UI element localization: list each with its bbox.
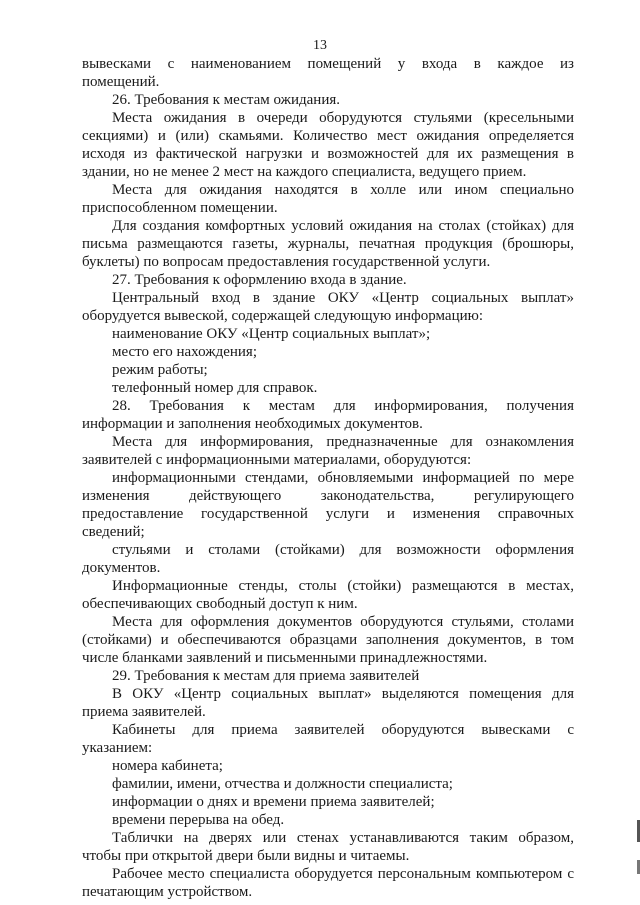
text-line: здании, но не менее 2 мест на каждого специалиста, ведущего прием. <box>82 164 527 180</box>
text-line: Места для оформления документов оборудуются стульями, столами <box>112 614 574 630</box>
text-line: Места ожидания в очереди оборудуются стульями (кресельными <box>112 110 574 126</box>
list-item: информации о днях и времени приема заявителей; <box>112 794 435 810</box>
text-line: (стойками) и обеспечиваются образцами заполнения документов, в том <box>82 632 574 648</box>
text-line: оборудуется вывеской, содержащей следующую информацию: <box>82 308 484 324</box>
text-line: изменения действующего законодательства, регулирующего <box>82 488 574 504</box>
section-heading: 29. Требования к местам для приема заявителей <box>112 668 420 684</box>
page-number: 13 <box>313 38 327 53</box>
text-line: Места для информирования, предназначенные для ознакомления <box>112 434 574 450</box>
list-item: информационными стендами, обновляемыми информацией по мере <box>112 470 574 486</box>
text-line: предоставление государственной услуги и изменения справочных <box>82 506 574 522</box>
list-item: режим работы; <box>112 362 208 378</box>
section-heading: 26. Требования к местам ожидания. <box>112 92 340 108</box>
list-item: наименование ОКУ «Центр социальных выплат»; <box>112 326 431 342</box>
text-line: чтобы при открытой двери были видны и читаемы. <box>82 848 410 864</box>
text-line: В ОКУ «Центр социальных выплат» выделяются помещения для <box>112 686 574 702</box>
list-item: фамилии, имени, отчества и должности специалиста; <box>112 776 453 792</box>
text-line: заявителей с информационными материалами, оборудуются: <box>82 452 472 468</box>
list-item: телефонный номер для справок. <box>112 380 318 396</box>
text-line: вывесками с наименованием помещений у входа в каждое из <box>82 56 574 72</box>
text-line: приема заявителей. <box>82 704 206 720</box>
text-line: обеспечивающих свободный доступ к ним. <box>82 596 358 612</box>
text-line: Кабинеты для приема заявителей оборудуются вывесками с <box>112 722 574 738</box>
text-line: печатающим устройством. <box>82 884 253 900</box>
list-item: номера кабинета; <box>112 758 223 774</box>
text-line: Места для ожидания находятся в холле или ином специально <box>112 182 574 198</box>
text-line: сведений; <box>82 524 145 540</box>
text-line: буклеты) по вопросам предоставления государственной услуги. <box>82 254 491 270</box>
text-line: информации и заполнения необходимых документов. <box>82 416 423 432</box>
text-line: числе бланками заявлений и письменными принадлежностями. <box>82 650 488 666</box>
text-line: исходя из фактической нагрузки и возможностей для их размещения в <box>82 146 574 162</box>
text-line: указанием: <box>82 740 153 756</box>
list-item: место его нахождения; <box>112 344 257 360</box>
text-line: Центральный вход в здание ОКУ «Центр социальных выплат» <box>112 290 574 306</box>
text-line: Рабочее место специалиста оборудуется персональным компьютером с <box>112 866 574 882</box>
list-item: стульями и столами (стойками) для возможности оформления <box>112 542 574 558</box>
text-line: секциями) и (или) скамьями. Количество мест ожидания определяется <box>82 128 574 144</box>
text-line: Таблички на дверях или стенах устанавливаются таким образом, <box>112 830 574 846</box>
text-line: приспособленном помещении. <box>82 200 278 216</box>
section-heading: 28. Требования к местам для информирования, получения <box>112 398 574 414</box>
text-line: документов. <box>82 560 161 576</box>
text-line: Для создания комфортных условий ожидания на столах (стойках) для <box>112 218 574 234</box>
section-heading: 27. Требования к оформлению входа в здание. <box>112 272 407 288</box>
text-line: Информационные стенды, столы (стойки) размещаются в местах, <box>112 578 574 594</box>
text-line: письма размещаются газеты, журналы, печатная продукция (брошюры, <box>82 236 574 252</box>
list-item: времени перерыва на обед. <box>112 812 285 828</box>
text-line: помещений. <box>82 74 160 90</box>
